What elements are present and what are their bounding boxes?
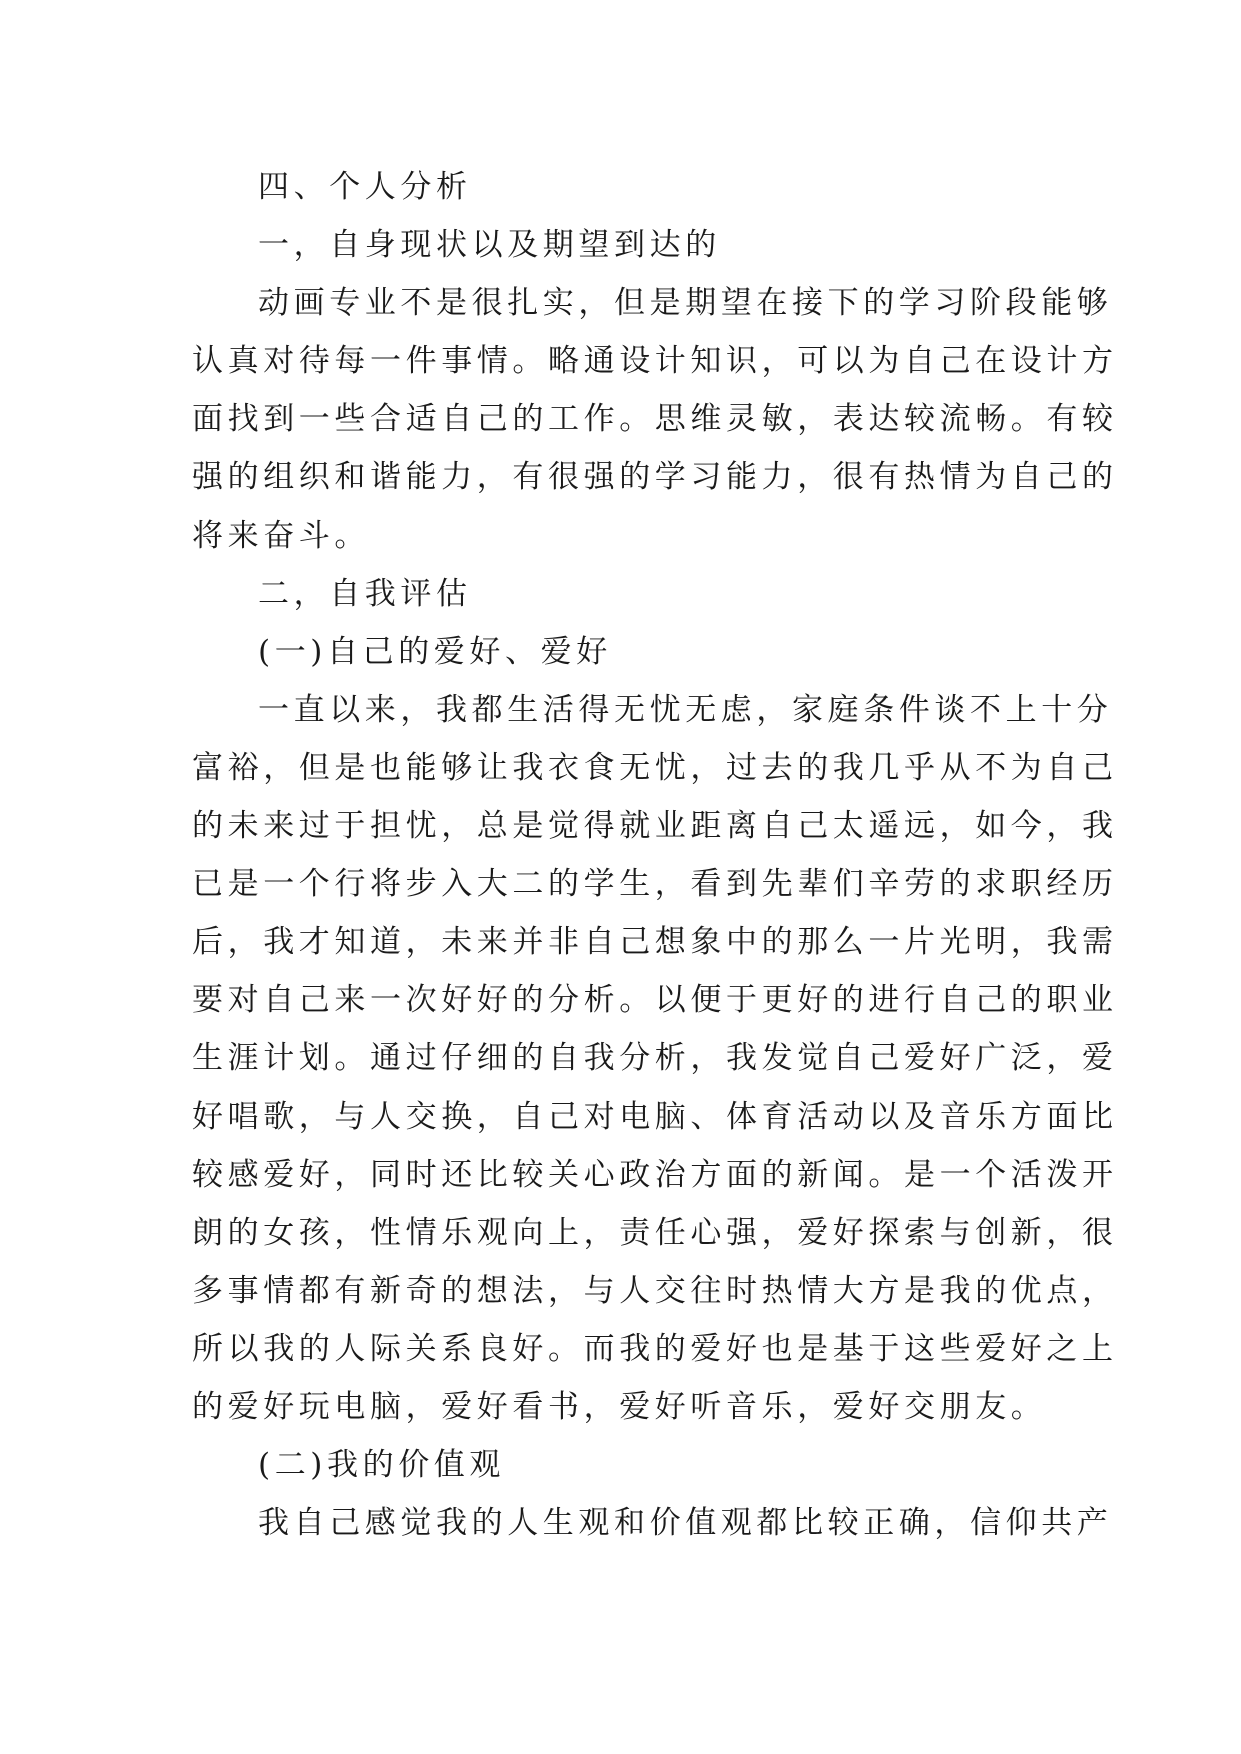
- text-line: (一)自己的爱好、爱好: [258, 633, 612, 670]
- text-line: 将来奋斗。: [192, 517, 370, 554]
- document-body: [192, 158, 1118, 1552]
- text-line: 要对自己来一次好好的分析。以便于更好的进行自己的职业: [192, 982, 1118, 1019]
- text-line: 四、个人分析: [258, 169, 472, 205]
- text-line: 一直以来，我都生活得无忧无虑，家庭条件谈不上十分: [258, 691, 1113, 728]
- text-line: 的爱好玩电脑，爱好看书，爱好听音乐，爱好交朋友。: [192, 1388, 1047, 1425]
- text-line: 一，自身现状以及期望到达的: [258, 227, 721, 264]
- text-line: 二，自我评估: [258, 575, 472, 612]
- text-line: 面找到一些合适自己的工作。思维灵敏，表达较流畅。有较: [192, 401, 1118, 438]
- text-line: 多事情都有新奇的想法，与人交往时热情大方是我的优点，: [192, 1272, 1118, 1309]
- text-line: 生涯计划。通过仔细的自我分析，我发觉自己爱好广泛，爱: [192, 1040, 1118, 1077]
- text-line: 我自己感觉我的人生观和价值观都比较正确，信仰共产: [258, 1505, 1113, 1542]
- text-line: 已是一个行将步入大二的学生，看到先辈们辛劳的求职经历: [192, 866, 1118, 903]
- text-line: 所以我的人际关系良好。而我的爱好也是基于这些爱好之上: [192, 1330, 1118, 1367]
- text-line: 富裕，但是也能够让我衣食无忧，过去的我几乎从不为自己: [192, 749, 1118, 786]
- text-line: 好唱歌，与人交换，自己对电脑、体育活动以及音乐方面比: [192, 1098, 1118, 1135]
- text-line: 动画专业不是很扎实，但是期望在接下的学习阶段能够: [258, 285, 1113, 322]
- text-line: 强的组织和谐能力，有很强的学习能力，很有热情为自己的: [192, 459, 1118, 496]
- text-line: (二)我的价值观: [258, 1447, 505, 1484]
- text-line: 的未来过于担忧，总是觉得就业距离自己太遥远，如今，我: [192, 808, 1118, 845]
- text-line: 后，我才知道，未来并非自己想象中的那么一片光明，我需: [192, 924, 1118, 961]
- text-line: 朗的女孩，性情乐观向上，责任心强，爱好探索与创新，很: [192, 1214, 1118, 1251]
- text-line: 认真对待每一件事情。略通设计知识，可以为自己在设计方: [192, 343, 1118, 380]
- text-line: 较感爱好，同时还比较关心政治方面的新闻。是一个活泼开: [192, 1156, 1118, 1193]
